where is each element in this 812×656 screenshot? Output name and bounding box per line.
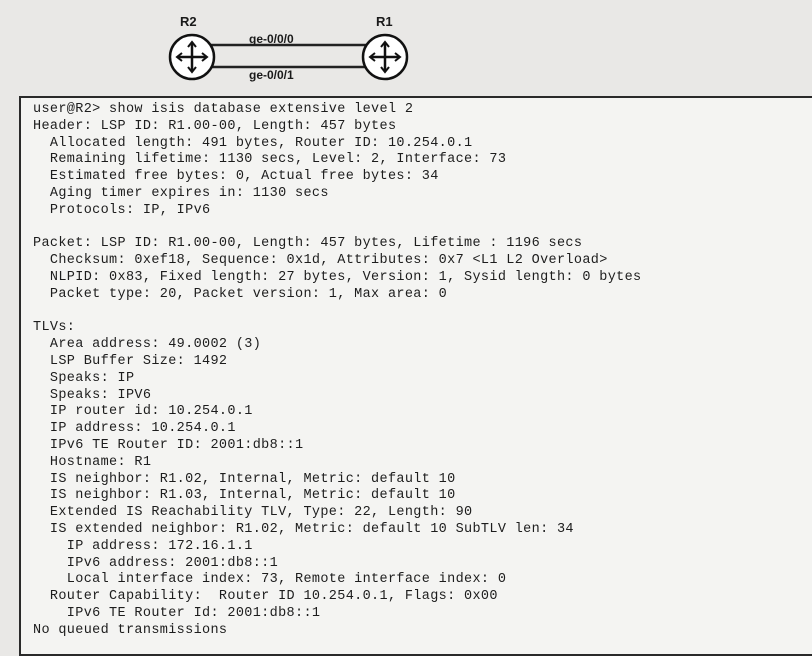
router-icon xyxy=(170,35,214,79)
network-topology-diagram xyxy=(0,0,812,96)
terminal-line: Extended IS Reachability TLV, Type: 22, Length: 90 xyxy=(33,505,473,521)
terminal-line: IP address: 172.16.1.1 xyxy=(33,538,253,554)
terminal-line: IPv6 TE Router Id: 2001:db8::1 xyxy=(33,605,321,621)
terminal-line: user@R2> show isis database extensive level 2 xyxy=(33,102,414,117)
terminal-line: Remaining lifetime: 1130 secs, Level: 2, Interface: 73 xyxy=(33,152,507,168)
terminal-line: IS extended neighbor: R1.02, Metric: default 10 SubTLV len: 34 xyxy=(33,521,574,537)
link-label-ge-0-0-0: ge-0/0/0 xyxy=(249,32,294,46)
terminal-line: No queued transmissions xyxy=(33,622,228,638)
router-label-r1: R1 xyxy=(376,14,393,29)
terminal-line: IP address: 10.254.0.1 xyxy=(33,421,236,437)
terminal-line: Aging timer expires in: 1130 secs xyxy=(33,185,329,201)
link-label-ge-0-0-1: ge-0/0/1 xyxy=(249,68,294,82)
terminal-line: TLVs: xyxy=(33,320,76,336)
terminal-line: IPv6 address: 2001:db8::1 xyxy=(33,555,279,571)
terminal-line xyxy=(33,304,642,321)
terminal-line: Header: LSP ID: R1.00-00, Length: 457 bytes xyxy=(33,118,397,134)
terminal-line: NLPID: 0x83, Fixed length: 27 bytes, Version: 1, Sysid length: 0 bytes xyxy=(33,269,642,285)
terminal-line: Packet: LSP ID: R1.00-00, Length: 457 bytes, Lifetime : 1196 secs xyxy=(33,236,583,252)
terminal-line: IP router id: 10.254.0.1 xyxy=(33,404,253,420)
terminal-line: Checksum: 0xef18, Sequence: 0x1d, Attributes: 0x7 <L1 L2 Overload> xyxy=(33,253,608,269)
router-icon xyxy=(363,35,407,79)
terminal-line: Allocated length: 491 bytes, Router ID: 10.254.0.1 xyxy=(33,135,473,151)
terminal-line: IPv6 TE Router ID: 2001:db8::1 xyxy=(33,437,304,453)
terminal-line: Hostname: R1 xyxy=(33,454,152,470)
terminal-line xyxy=(33,220,642,237)
cli-output xyxy=(33,102,642,640)
terminal-line: Area address: 49.0002 (3) xyxy=(33,337,262,353)
terminal-line: IS neighbor: R1.02, Internal, Metric: default 10 xyxy=(33,471,456,487)
terminal-line: IS neighbor: R1.03, Internal, Metric: default 10 xyxy=(33,488,456,504)
terminal-line: Protocols: IP, IPv6 xyxy=(33,202,211,218)
terminal-line: Router Capability: Router ID 10.254.0.1, Flags: 0x00 xyxy=(33,589,498,605)
terminal-line: LSP Buffer Size: 1492 xyxy=(33,353,228,369)
terminal-output-panel xyxy=(19,96,812,656)
router-label-r2: R2 xyxy=(180,14,197,29)
terminal-line: Local interface index: 73, Remote interface index: 0 xyxy=(33,572,507,588)
terminal-line: Packet type: 20, Packet version: 1, Max area: 0 xyxy=(33,286,448,302)
terminal-line: Speaks: IPV6 xyxy=(33,387,152,403)
terminal-line: Speaks: IP xyxy=(33,370,135,386)
terminal-line: Estimated free bytes: 0, Actual free bytes: 34 xyxy=(33,169,439,185)
